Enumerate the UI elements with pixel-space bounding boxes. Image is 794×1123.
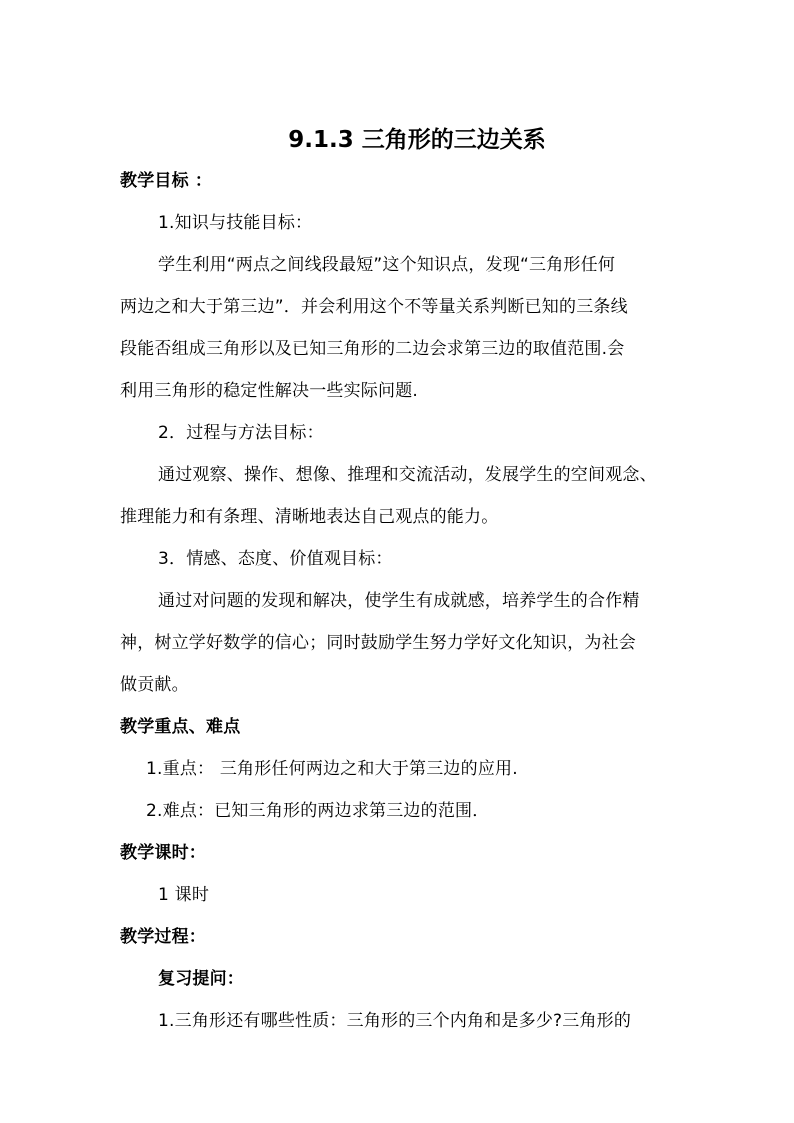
paragraph-line: 神，树立学好数学的信心；同时鼓励学生努力学好文化知识，为社会: [120, 633, 636, 653]
section-heading-teaching-process: 教学过程：: [120, 927, 206, 947]
paragraph-line: 两边之和大于第三边”．并会利用这个不等量关系判断已知的三条线: [120, 297, 628, 317]
class-hours-value: 1 课时: [158, 885, 210, 905]
subheading-knowledge-skills: 1.知识与技能目标：: [158, 213, 313, 233]
list-item-key-point: 1.重点： 三角形任何两边之和大于第三边的应用.: [146, 759, 518, 779]
section-heading-class-hours: 教学课时：: [120, 843, 206, 863]
paragraph-line: 推理能力和有条理、清晰地表达自己观点的能力。: [120, 507, 499, 527]
subheading-process-method: 2．过程与方法目标：: [158, 423, 324, 443]
paragraph-line: 利用三角形的稳定性解决一些实际问题.: [120, 381, 419, 401]
section-heading-key-difficult: 教学重点、难点: [120, 717, 241, 737]
subheading-emotion-attitude: 3．情感、态度、价值观目标：: [158, 549, 393, 569]
paragraph-line: 段能否组成三角形以及已知三角形的二边会求第三边的取值范围.会: [120, 339, 625, 359]
paragraph-line: 通过观察、操作、想像、推理和交流活动，发展学生的空间观念、: [158, 465, 657, 485]
list-item-difficult-point: 2.难点：已知三角形的两边求第三边的范围．: [146, 801, 490, 821]
paragraph-line: 做贡献。: [120, 675, 189, 695]
paragraph-line: 1.三角形还有哪些性质：三角形的三个内角和是多少?三角形的: [158, 1011, 632, 1031]
section-heading-teaching-goals: 教学目标 ：: [120, 171, 213, 191]
subheading-review-questions: 复习提问：: [158, 969, 244, 989]
document-title: 9.1.3 三角形的三边关系: [288, 127, 546, 153]
paragraph-line: 学生利用“两点之间线段最短”这个知识点，发现“三角形任何: [158, 255, 616, 275]
paragraph-line: 通过对问题的发现和解决，使学生有成就感，培养学生的合作精: [158, 591, 640, 611]
